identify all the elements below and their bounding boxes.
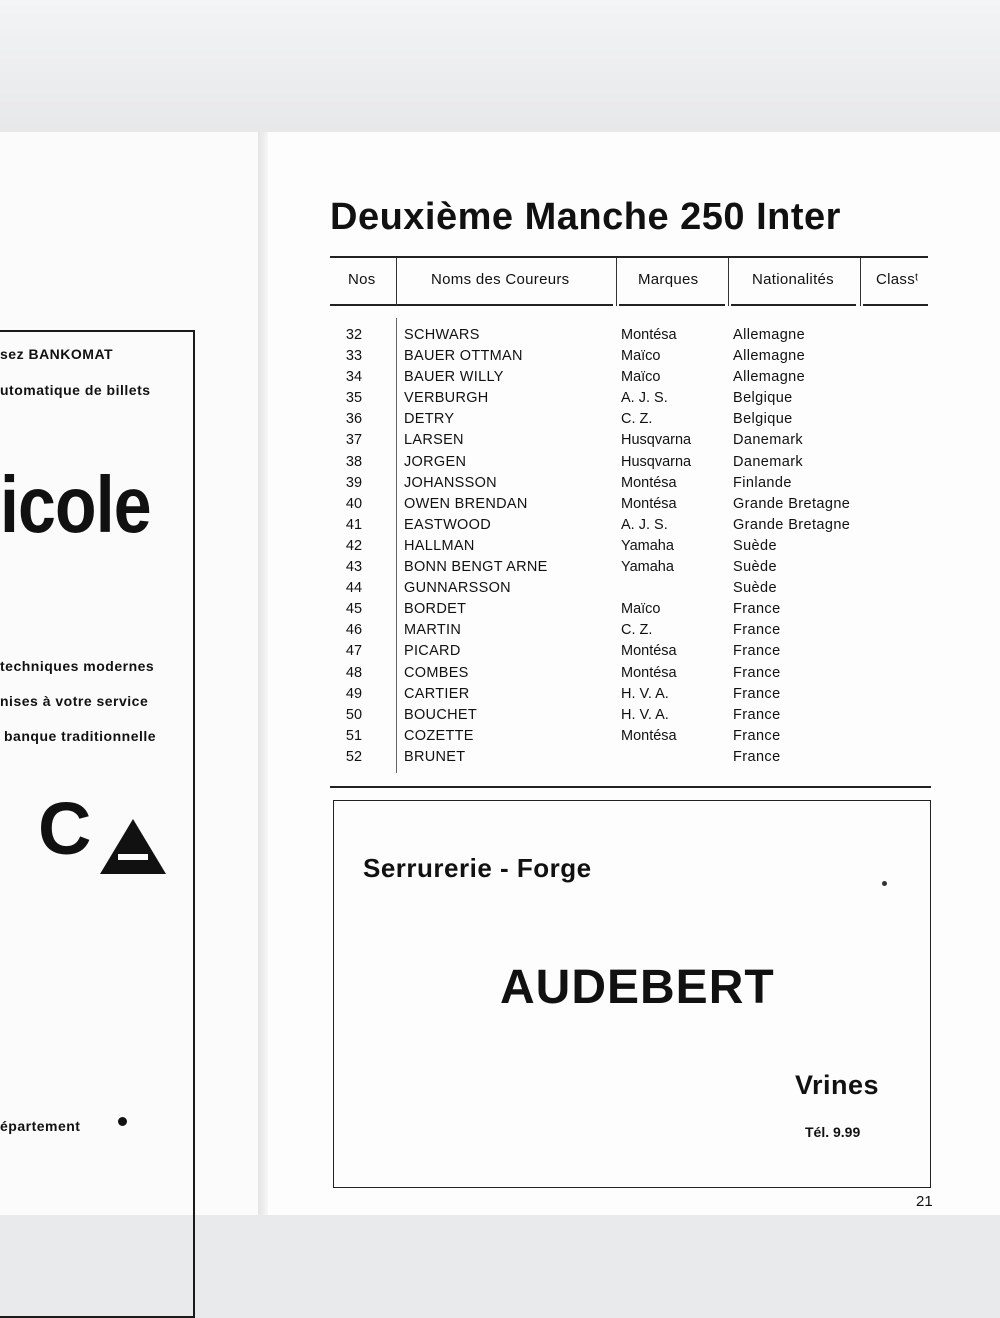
- rider-name: BAUER WILLY: [404, 369, 504, 386]
- rider-name: GUNNARSSON: [404, 580, 511, 597]
- rider-brand: Maïco: [621, 601, 661, 618]
- rider-name: OWEN BRENDAN: [404, 495, 528, 512]
- table-row: [330, 580, 930, 601]
- header-number: Nos: [348, 271, 376, 288]
- table-row: [330, 390, 930, 411]
- row-number: 52: [345, 748, 363, 765]
- table-row: [330, 686, 930, 707]
- rider-brand: Montésa: [621, 664, 677, 681]
- table-row: [330, 749, 930, 770]
- table-row: [330, 348, 930, 369]
- rider-name: HALLMAN: [404, 537, 475, 554]
- left-big-word: icole: [0, 460, 151, 549]
- page-gutter: [258, 132, 268, 1215]
- rider-name: BONN BENGT ARNE: [404, 559, 548, 576]
- table-row: [330, 432, 930, 453]
- rider-nationality: Grande Bretagne: [733, 516, 851, 533]
- left-text-line: sez BANKOMAT: [0, 346, 114, 362]
- rider-nationality: Belgique: [733, 390, 793, 407]
- row-number: 44: [345, 580, 363, 597]
- row-number: 42: [345, 537, 363, 554]
- header-riders: Noms des Coureurs: [431, 271, 570, 288]
- column-separator: [728, 258, 729, 306]
- row-number: 50: [345, 706, 363, 723]
- rider-name: BORDET: [404, 601, 467, 618]
- table-row: [330, 728, 930, 749]
- rider-brand: Maïco: [621, 348, 661, 365]
- left-text-line: banque traditionnelle: [4, 728, 157, 744]
- page-number: 21: [916, 1193, 933, 1210]
- rider-nationality: France: [733, 748, 781, 765]
- left-text-line: utomatique de billets: [0, 382, 151, 398]
- rider-name: BAUER OTTMAN: [404, 348, 523, 365]
- table-row: [330, 327, 930, 348]
- row-number: 35: [345, 390, 363, 407]
- ad-town: Vrines: [795, 1070, 880, 1100]
- rider-brand: H. V. A.: [621, 706, 669, 723]
- ad-phone: Tél. 9.99: [805, 1124, 861, 1140]
- rider-brand: Montésa: [621, 495, 677, 512]
- rider-nationality: Suède: [733, 537, 777, 554]
- rider-name: LARSEN: [404, 432, 464, 449]
- column-separator: [616, 258, 617, 306]
- rider-name: COMBES: [404, 664, 469, 681]
- header-underline: [863, 304, 928, 306]
- row-number: 43: [345, 559, 363, 576]
- rider-nationality: Danemark: [733, 453, 804, 470]
- table-row: [330, 517, 930, 538]
- rider-brand: H. V. A.: [621, 685, 669, 702]
- rider-name: CARTIER: [404, 685, 470, 702]
- rider-nationality: Danemark: [733, 432, 804, 449]
- header-brands: Marques: [638, 271, 699, 288]
- row-number: 45: [345, 601, 363, 618]
- rider-brand: Montésa: [621, 474, 677, 491]
- rider-brand: Husqvarna: [621, 432, 692, 449]
- rider-nationality: France: [733, 601, 781, 618]
- rider-name: SCHWARS: [404, 327, 480, 343]
- rider-nationality: Allemagne: [733, 348, 806, 365]
- table-row: [330, 559, 930, 580]
- rider-name: JOHANSSON: [404, 474, 497, 491]
- rider-nationality: France: [733, 664, 781, 681]
- table-row: [330, 496, 930, 517]
- rider-nationality: Suède: [733, 559, 777, 576]
- row-number: 32: [345, 327, 363, 343]
- left-text-line: techniques modernes: [0, 658, 155, 674]
- rider-brand: Montésa: [621, 643, 677, 660]
- left-text-line: épartement: [0, 1118, 81, 1134]
- row-number: 40: [345, 495, 363, 512]
- row-number: 51: [345, 727, 363, 744]
- rider-name: DETRY: [404, 411, 455, 428]
- row-number: 41: [345, 516, 363, 533]
- column-separator: [860, 258, 861, 306]
- rider-brand: Montésa: [621, 327, 677, 343]
- column-separator: [396, 258, 397, 306]
- table-bottom-rule: [330, 786, 931, 788]
- row-number: 47: [345, 643, 363, 660]
- row-number: 34: [345, 369, 363, 386]
- ad-company-name: AUDEBERT: [500, 961, 775, 1014]
- riders-table: [330, 327, 930, 770]
- rider-nationality: France: [733, 685, 781, 702]
- rider-brand: A. J. S.: [621, 516, 668, 533]
- table-row: [330, 601, 930, 622]
- rider-name: JORGEN: [404, 453, 467, 470]
- table-row: [330, 665, 930, 686]
- rider-name: EASTWOOD: [404, 516, 491, 533]
- rider-name: BRUNET: [404, 748, 466, 765]
- rider-brand: C. Z.: [621, 622, 653, 639]
- table-row: [330, 369, 930, 390]
- header-nationalities: Nationalités: [752, 271, 834, 288]
- rider-name: COZETTE: [404, 727, 474, 744]
- table-row: [330, 411, 930, 432]
- rider-nationality: France: [733, 706, 781, 723]
- rider-brand: Yamaha: [621, 559, 674, 576]
- rider-nationality: Belgique: [733, 411, 793, 428]
- rider-brand: C. Z.: [621, 411, 653, 428]
- rider-name: MARTIN: [404, 622, 462, 639]
- table-top-rule: [330, 256, 928, 258]
- rider-brand: Maïco: [621, 369, 661, 386]
- rider-brand: A. J. S.: [621, 390, 668, 407]
- rider-brand: Montésa: [621, 727, 677, 744]
- table-row: [330, 454, 930, 475]
- rider-nationality: France: [733, 622, 781, 639]
- scan-background: [0, 0, 1000, 132]
- rider-nationality: Finlande: [733, 474, 792, 491]
- table-row: [330, 643, 930, 664]
- header-underline: [619, 304, 725, 306]
- rider-nationality: France: [733, 643, 781, 660]
- rider-nationality: Grande Bretagne: [733, 495, 851, 512]
- row-number: 49: [345, 685, 363, 702]
- header-underline: [330, 304, 613, 306]
- table-row: [330, 475, 930, 496]
- left-logo-triangle: [100, 819, 166, 874]
- rider-nationality: France: [733, 727, 781, 744]
- row-number: 46: [345, 622, 363, 639]
- rider-brand: Husqvarna: [621, 453, 692, 470]
- left-page: [0, 132, 262, 1215]
- header-underline: [731, 304, 856, 306]
- rider-brand: Yamaha: [621, 537, 674, 554]
- left-logo-letter: C: [38, 787, 92, 870]
- left-text-line: nises à votre service: [0, 693, 149, 709]
- page-title: Deuxième Manche 250 Inter: [330, 196, 841, 238]
- rider-name: VERBURGH: [404, 390, 489, 407]
- row-number: 48: [345, 664, 363, 681]
- rider-name: PICARD: [404, 643, 461, 660]
- table-row: [330, 707, 930, 728]
- row-number: 38: [345, 453, 363, 470]
- ink-dot: [882, 881, 887, 886]
- rider-nationality: Allemagne: [733, 369, 806, 386]
- row-number: 39: [345, 474, 363, 491]
- rider-nationality: Suède: [733, 580, 777, 597]
- header-classement: Classᵗ: [876, 271, 919, 288]
- rider-nationality: Allemagne: [733, 327, 806, 343]
- rider-name: BOUCHET: [404, 706, 477, 723]
- row-number: 37: [345, 432, 363, 449]
- table-row: [330, 538, 930, 559]
- row-number: 36: [345, 411, 363, 428]
- bullet-dot: [118, 1117, 127, 1126]
- table-row: [330, 622, 930, 643]
- left-logo-triangle-bar: [118, 854, 148, 860]
- row-number: 33: [345, 348, 363, 365]
- ad-subtitle: Serrurerie - Forge: [363, 853, 592, 883]
